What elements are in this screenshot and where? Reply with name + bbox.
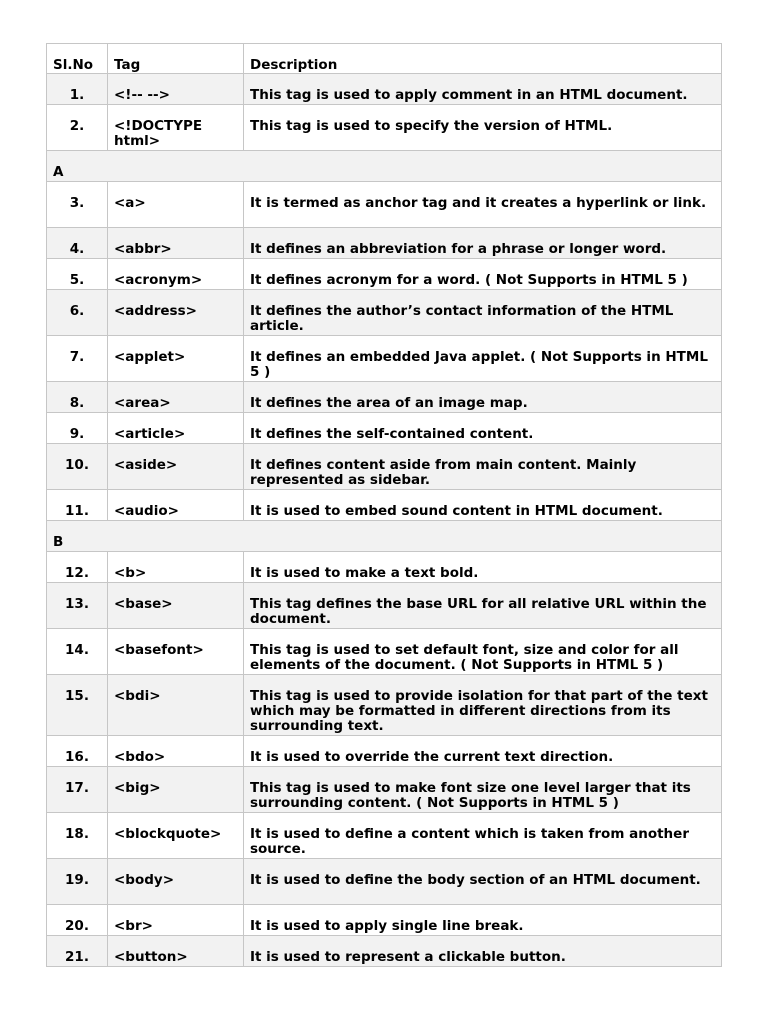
table-row xyxy=(47,105,722,151)
cell-sl-no: 21. xyxy=(47,936,108,967)
table-row xyxy=(47,444,722,490)
table-row xyxy=(47,629,722,675)
cell-tag: <a> xyxy=(108,182,244,228)
cell-tag: <audio> xyxy=(108,490,244,521)
cell-description: This tag is used to specify the version of HTML. xyxy=(244,105,722,151)
header-tag: Tag xyxy=(108,44,244,74)
cell-sl-no: 4. xyxy=(47,228,108,259)
cell-description: It is used to override the current text direction. xyxy=(244,736,722,767)
html-tags-table xyxy=(46,43,722,967)
cell-sl-no: 1. xyxy=(47,74,108,105)
cell-sl-no: 7. xyxy=(47,336,108,382)
cell-description: It is used to represent a clickable button. xyxy=(244,936,722,967)
cell-description: It is used to make a text bold. xyxy=(244,552,722,583)
cell-tag: <article> xyxy=(108,413,244,444)
cell-description: It defines content aside from main content. Mainly represented as sidebar. xyxy=(244,444,722,490)
cell-sl-no: 5. xyxy=(47,259,108,290)
cell-description: It defines the area of an image map. xyxy=(244,382,722,413)
cell-tag: <address> xyxy=(108,290,244,336)
cell-sl-no: 12. xyxy=(47,552,108,583)
cell-sl-no: 16. xyxy=(47,736,108,767)
cell-description: This tag is used to make font size one level larger that its surrounding content. ( Not Supports in HTML 5 ) xyxy=(244,767,722,813)
section-row xyxy=(47,151,722,182)
table-row xyxy=(47,413,722,444)
table-row xyxy=(47,675,722,736)
header-description: Description xyxy=(244,44,722,74)
table-row xyxy=(47,382,722,413)
table-row xyxy=(47,936,722,967)
table-row xyxy=(47,336,722,382)
cell-sl-no: 17. xyxy=(47,767,108,813)
cell-tag: <b> xyxy=(108,552,244,583)
cell-sl-no: 8. xyxy=(47,382,108,413)
cell-tag: <area> xyxy=(108,382,244,413)
cell-tag: <blockquote> xyxy=(108,813,244,859)
cell-sl-no: 2. xyxy=(47,105,108,151)
cell-description: It defines the author’s contact information of the HTML article. xyxy=(244,290,722,336)
cell-tag: <basefont> xyxy=(108,629,244,675)
cell-sl-no: 9. xyxy=(47,413,108,444)
table-row xyxy=(47,552,722,583)
table-row xyxy=(47,182,722,228)
cell-sl-no: 13. xyxy=(47,583,108,629)
table-header-row xyxy=(47,44,722,74)
cell-description: It is used to define the body section of an HTML document. xyxy=(244,859,722,905)
cell-sl-no: 15. xyxy=(47,675,108,736)
cell-tag: <!-- --> xyxy=(108,74,244,105)
section-row xyxy=(47,521,722,552)
header-sl-no: Sl.No xyxy=(47,44,108,74)
cell-tag: <abbr> xyxy=(108,228,244,259)
cell-tag: <aside> xyxy=(108,444,244,490)
cell-tag: <acronym> xyxy=(108,259,244,290)
table-row xyxy=(47,583,722,629)
cell-sl-no: 3. xyxy=(47,182,108,228)
cell-sl-no: 20. xyxy=(47,905,108,936)
cell-description: It is used to define a content which is taken from another source. xyxy=(244,813,722,859)
cell-description: This tag is used to set default font, size and color for all elements of the document. ( Not Supports in HTML 5 ) xyxy=(244,629,722,675)
table-row xyxy=(47,290,722,336)
section-label: B xyxy=(47,521,722,552)
table-row xyxy=(47,259,722,290)
table-body xyxy=(47,74,722,967)
cell-description: It is termed as anchor tag and it creates a hyperlink or link. xyxy=(244,182,722,228)
cell-sl-no: 19. xyxy=(47,859,108,905)
cell-description: It defines the self-contained content. xyxy=(244,413,722,444)
cell-tag: <base> xyxy=(108,583,244,629)
table-row xyxy=(47,767,722,813)
cell-tag: <!DOCTYPE html> xyxy=(108,105,244,151)
cell-tag: <big> xyxy=(108,767,244,813)
cell-tag: <applet> xyxy=(108,336,244,382)
cell-description: It defines an abbreviation for a phrase or longer word. xyxy=(244,228,722,259)
cell-description: This tag is used to apply comment in an HTML document. xyxy=(244,74,722,105)
cell-tag: <body> xyxy=(108,859,244,905)
cell-sl-no: 11. xyxy=(47,490,108,521)
cell-description: This tag is used to provide isolation for that part of the text which may be formatted in different directions from its surrounding text. xyxy=(244,675,722,736)
cell-tag: <br> xyxy=(108,905,244,936)
table-row xyxy=(47,74,722,105)
table-row xyxy=(47,736,722,767)
cell-description: This tag defines the base URL for all relative URL within the document. xyxy=(244,583,722,629)
table-row xyxy=(47,228,722,259)
cell-sl-no: 10. xyxy=(47,444,108,490)
cell-tag: <button> xyxy=(108,936,244,967)
cell-description: It is used to embed sound content in HTML document. xyxy=(244,490,722,521)
cell-sl-no: 14. xyxy=(47,629,108,675)
cell-tag: <bdi> xyxy=(108,675,244,736)
cell-sl-no: 6. xyxy=(47,290,108,336)
cell-description: It defines an embedded Java applet. ( Not Supports in HTML 5 ) xyxy=(244,336,722,382)
cell-tag: <bdo> xyxy=(108,736,244,767)
table-row xyxy=(47,905,722,936)
table-row xyxy=(47,859,722,905)
cell-description: It is used to apply single line break. xyxy=(244,905,722,936)
section-label: A xyxy=(47,151,722,182)
cell-sl-no: 18. xyxy=(47,813,108,859)
table-row xyxy=(47,813,722,859)
cell-description: It defines acronym for a word. ( Not Supports in HTML 5 ) xyxy=(244,259,722,290)
table-row xyxy=(47,490,722,521)
